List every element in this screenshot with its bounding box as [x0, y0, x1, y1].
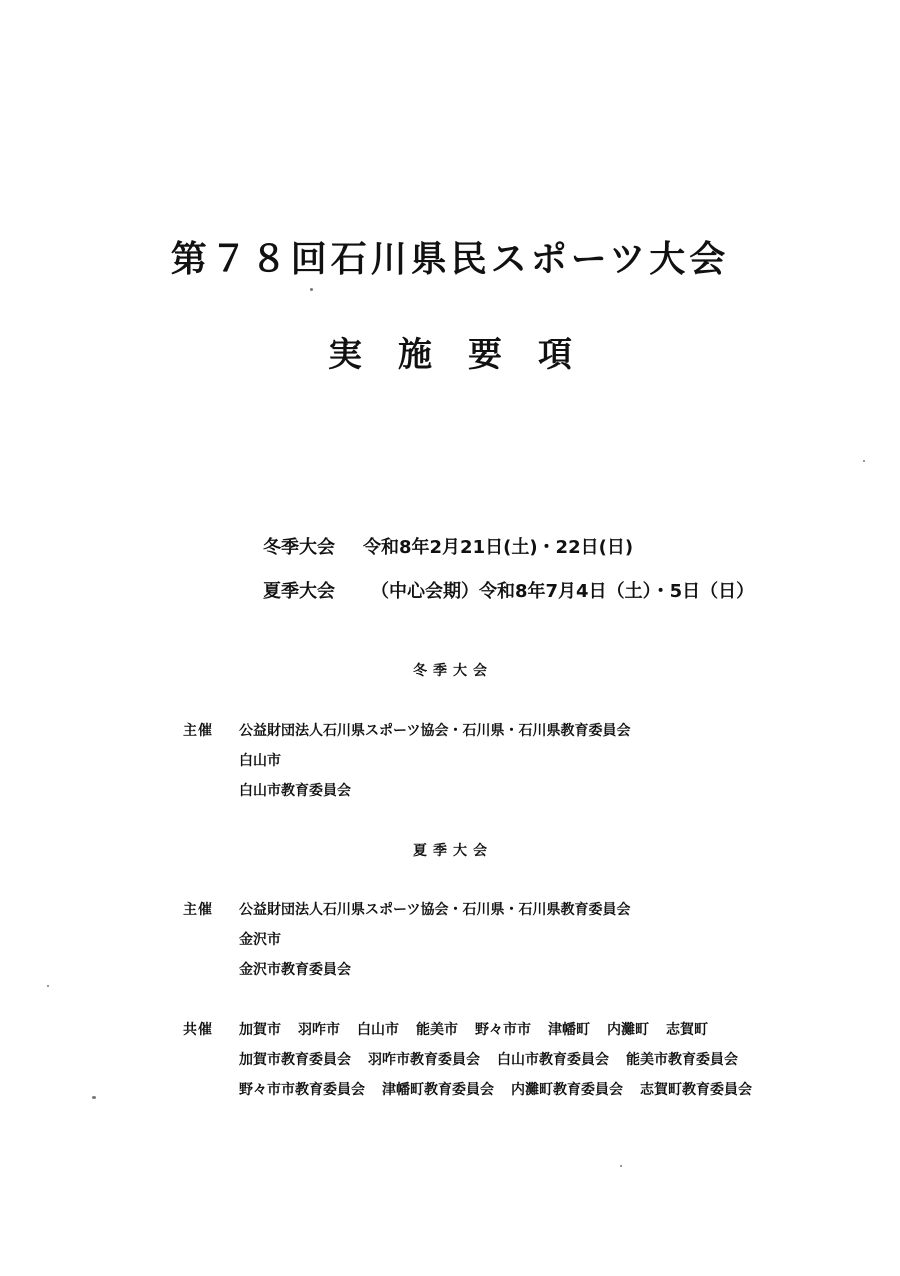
- winter-section-heading: 冬季大会: [413, 663, 493, 679]
- co-organizer-item: 内灘町: [607, 1022, 649, 1038]
- event-dates: [263, 524, 754, 612]
- co-organizer-item: 能美市教育委員会: [626, 1052, 738, 1068]
- co-organizer-block: [183, 1015, 752, 1105]
- scan-speck: [863, 460, 865, 462]
- summer-organizer-line: 金沢市: [239, 932, 281, 948]
- summer-date-line: [263, 568, 754, 612]
- co-organizer-item: 白山市: [357, 1022, 399, 1038]
- summer-date-value: （中心会期）令和8年7月4日（土）・5日（日）: [371, 581, 755, 602]
- co-organizer-item: 津幡町: [548, 1022, 590, 1038]
- co-organizer-item: 加賀市: [239, 1022, 281, 1038]
- summer-organizer-line: 公益財団法人石川県スポーツ協会・石川県・石川県教育委員会: [239, 902, 631, 918]
- co-organizer-item: 津幡町教育委員会: [382, 1082, 494, 1098]
- winter-date-label: 冬季大会: [263, 537, 335, 558]
- scan-speck: [310, 288, 313, 291]
- co-organizer-item: 内灘町教育委員会: [511, 1082, 623, 1098]
- summer-organizer-block: [183, 895, 630, 985]
- co-organizer-item: 羽咋市: [298, 1022, 340, 1038]
- co-organizer-lines: [239, 1015, 752, 1105]
- summer-organizer-line: 金沢市教育委員会: [239, 962, 351, 978]
- co-organizer-item: 野々市市: [475, 1022, 531, 1038]
- summer-section-heading: 夏季大会: [413, 843, 493, 859]
- co-organizer-line: [239, 1045, 752, 1075]
- winter-date-line: [263, 524, 754, 568]
- winter-date-value: 令和8年2月21日(土)・22日(日): [363, 537, 634, 558]
- co-organizer-label: 共催: [183, 1022, 213, 1038]
- co-organizer-item: 羽咋市教育委員会: [368, 1052, 480, 1068]
- co-organizer-line: [239, 1015, 752, 1045]
- document-subtitle: 実施要項: [328, 335, 608, 375]
- document-title: 第７８回石川県民スポーツ大会: [170, 239, 730, 280]
- co-organizer-item: 志賀町: [666, 1022, 708, 1038]
- winter-organizer-line: 白山市教育委員会: [239, 783, 351, 799]
- scan-speck: [620, 1165, 622, 1167]
- winter-organizer-line: 白山市: [239, 753, 281, 769]
- co-organizer-item: 加賀市教育委員会: [239, 1052, 351, 1068]
- co-organizer-line: [239, 1075, 752, 1105]
- co-organizer-item: 野々市市教育委員会: [239, 1082, 365, 1098]
- co-organizer-item: 能美市: [416, 1022, 458, 1038]
- winter-organizer-block: [183, 716, 630, 806]
- co-organizer-item: 志賀町教育委員会: [640, 1082, 752, 1098]
- summer-date-label: 夏季大会: [263, 581, 335, 602]
- winter-organizer-line: 公益財団法人石川県スポーツ協会・石川県・石川県教育委員会: [239, 723, 631, 739]
- scan-speck: [92, 1096, 96, 1099]
- winter-organizer-label: 主催: [183, 723, 213, 739]
- co-organizer-item: 白山市教育委員会: [497, 1052, 609, 1068]
- scan-speck: [47, 985, 49, 987]
- summer-organizer-label: 主催: [183, 902, 213, 918]
